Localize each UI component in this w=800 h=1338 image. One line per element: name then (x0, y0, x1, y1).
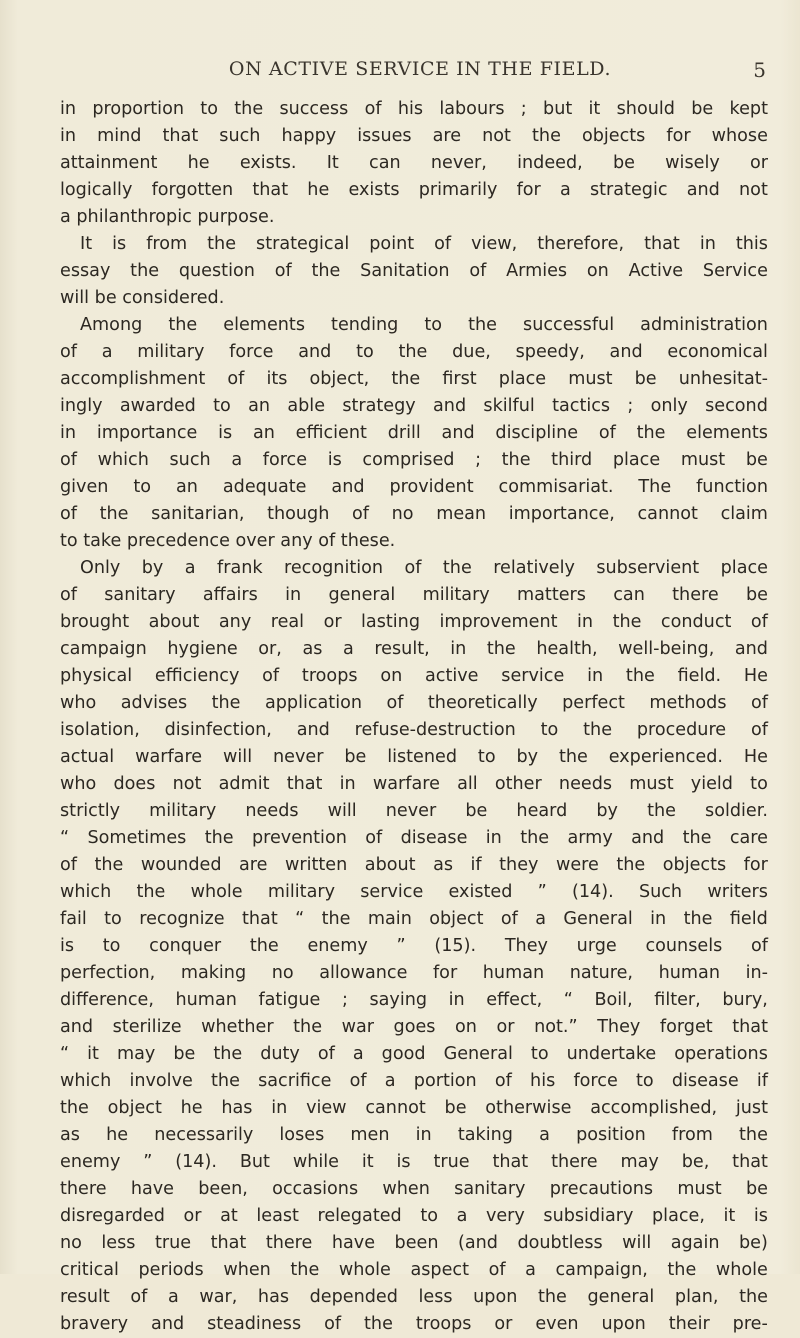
text-line: and sterilize whether the war goes on or not.” They forget that (60, 1017, 768, 1037)
page-number: 5 (753, 58, 766, 82)
text-line: fail to recognize that “ the main object of a General in the field (60, 909, 768, 929)
text-line: difference, human fatigue ; saying in effect, “ Boil, filter, bury, (60, 990, 768, 1010)
text-line: logically forgotten that he exists primarily for a strategic and not (60, 180, 768, 200)
text-line: no less true that there have been (and doubtless will again be) (60, 1233, 768, 1253)
running-head-title: ON ACTIVE SERVICE IN THE FIELD. (228, 58, 612, 80)
text-line: essay the question of the Sanitation of Armies on Active Service (60, 261, 768, 281)
text-line: of which such a force is comprised ; the third place must be (60, 450, 768, 470)
body-text (60, 96, 768, 1338)
text-line: actual warfare will never be listened to by the experienced. He (60, 747, 768, 767)
text-line: campaign hygiene or, as a result, in the health, well-being, and (60, 639, 768, 659)
text-line: enemy ” (14). But while it is true that there may be, that (60, 1152, 768, 1172)
text-line: in importance is an efficient drill and discipline of the elements (60, 423, 768, 443)
text-line: “ it may be the duty of a good General to undertake operations (60, 1044, 768, 1064)
text-line: “ Sometimes the prevention of disease in the army and the care (60, 828, 768, 848)
text-line: given to an adequate and provident commisariat. The function (60, 477, 768, 497)
text-line: a philanthropic purpose. (60, 207, 275, 227)
text-line: of a military force and to the due, speedy, and economical (60, 342, 768, 362)
text-line: will be considered. (60, 288, 225, 308)
text-line: isolation, disinfection, and refuse-destruction to the procedure of (60, 720, 768, 740)
text-line: ingly awarded to an able strategy and skilful tactics ; only second (60, 396, 768, 416)
text-line: Among the elements tending to the successful administration (80, 315, 768, 335)
text-line: physical efficiency of troops on active service in the field. He (60, 666, 768, 686)
text-line: which the whole military service existed ” (14). Such writers (60, 882, 768, 902)
text-line: there have been, occasions when sanitary precautions must be (60, 1179, 768, 1199)
running-head (60, 58, 770, 88)
text-line: perfection, making no allowance for human nature, human in- (60, 963, 768, 983)
text-line: of the sanitarian, though of no mean importance, cannot claim (60, 504, 768, 524)
text-line: as he necessarily loses men in taking a position from the (60, 1125, 768, 1145)
text-line: critical periods when the whole aspect of a campaign, the whole (60, 1260, 768, 1280)
text-line: It is from the strategical point of view, therefore, that in this (80, 234, 768, 254)
text-line: Only by a frank recognition of the relatively subservient place (80, 558, 768, 578)
text-line: of sanitary affairs in general military matters can there be (60, 585, 768, 605)
text-line: disregarded or at least relegated to a very subsidiary place, it is (60, 1206, 768, 1226)
text-line: to take precedence over any of these. (60, 531, 396, 551)
text-line: in proportion to the success of his labours ; but it should be kept (60, 99, 768, 119)
text-line: strictly military needs will never be heard by the soldier. (60, 801, 768, 821)
text-line: in mind that such happy issues are not the objects for whose (60, 126, 768, 146)
text-line: which involve the sacrifice of a portion of his force to disease if (60, 1071, 768, 1091)
text-line: of the wounded are written about as if they were the objects for (60, 855, 768, 875)
text-line: who advises the application of theoretically perfect methods of (60, 693, 768, 713)
text-line: accomplishment of its object, the first place must be unhesitat- (60, 369, 768, 389)
text-line: who does not admit that in warfare all other needs must yield to (60, 774, 768, 794)
text-line: the object he has in view cannot be otherwise accomplished, just (60, 1098, 768, 1118)
text-line: result of a war, has depended less upon the general plan, the (60, 1287, 768, 1307)
text-line: brought about any real or lasting improvement in the conduct of (60, 612, 768, 632)
text-line: is to conquer the enemy ” (15). They urge counsels of (60, 936, 768, 956)
text-line: bravery and steadiness of the troops or even upon their pre- (60, 1314, 768, 1334)
text-line: attainment he exists. It can never, indeed, be wisely or (60, 153, 768, 173)
